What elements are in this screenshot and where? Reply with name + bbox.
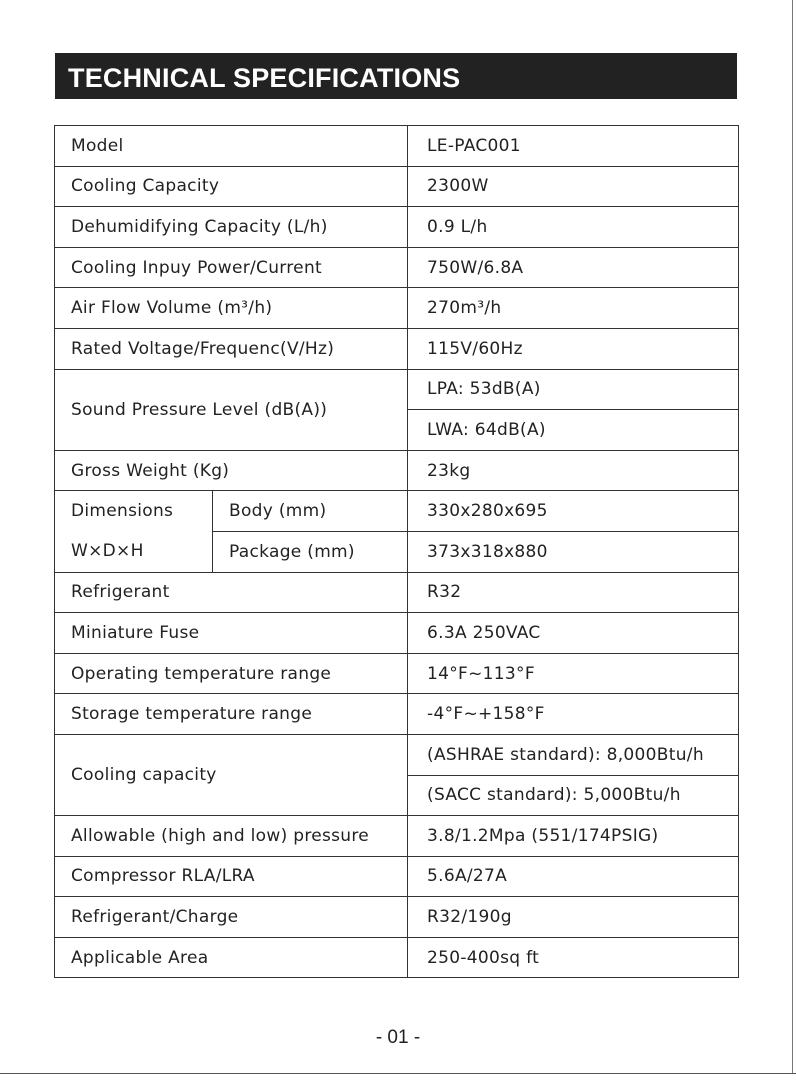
spec-value: 23kg [408, 450, 739, 491]
spec-value: LPA: 53dB(A) [408, 369, 739, 410]
table-row [55, 166, 739, 207]
table-row [55, 247, 739, 288]
spec-label: Sound Pressure Level (dB(A)) [55, 369, 408, 450]
spec-label: Storage temperature range [55, 694, 408, 735]
table-row [55, 816, 739, 857]
spec-sublabel: Package (mm) [213, 531, 408, 572]
spec-value: R32 [408, 572, 739, 613]
spec-label: Air Flow Volume (m³/h) [55, 288, 408, 329]
spec-value: 250-400sq ft [408, 937, 739, 978]
table-row [55, 613, 739, 654]
table-row [55, 288, 739, 329]
spec-value: R32/190g [408, 897, 739, 938]
table-row [55, 734, 739, 775]
spec-value: LE-PAC001 [408, 126, 739, 167]
spec-value: (ASHRAE standard): 8,000Btu/h [408, 734, 739, 775]
dimensions-sublabel: W×D×H [55, 531, 213, 572]
table-row [55, 856, 739, 897]
table-row [55, 328, 739, 369]
page-bottom-line [0, 1073, 796, 1074]
spec-value: 0.9 L/h [408, 207, 739, 248]
spec-value: 373x318x880 [408, 531, 739, 572]
spec-value: 270m³/h [408, 288, 739, 329]
spec-value: 750W/6.8A [408, 247, 739, 288]
table-row [55, 450, 739, 491]
spec-label: Gross Weight (Kg) [55, 450, 408, 491]
spec-label: Applicable Area [55, 937, 408, 978]
page-number: - 01 - [375, 1027, 421, 1048]
spec-label: Compressor RLA/LRA [55, 856, 408, 897]
spec-value: -4°F~+158°F [408, 694, 739, 735]
spec-label: Cooling Capacity [55, 166, 408, 207]
dimensions-label: Dimensions [55, 491, 213, 532]
spec-label: Allowable (high and low) pressure [55, 816, 408, 857]
spec-value: LWA: 64dB(A) [408, 410, 739, 451]
table-row [55, 572, 739, 613]
spec-value: 330x280x695 [408, 491, 739, 532]
spec-label: Cooling Inpuy Power/Current [55, 247, 408, 288]
spec-value: 115V/60Hz [408, 328, 739, 369]
spec-value: 2300W [408, 166, 739, 207]
spec-label: Rated Voltage/Frequenc(V/Hz) [55, 328, 408, 369]
spec-label: Refrigerant/Charge [55, 897, 408, 938]
spec-value: 6.3A 250VAC [408, 613, 739, 654]
section-title: TECHNICAL SPECIFICATIONS [68, 63, 461, 93]
spec-label: Refrigerant [55, 572, 408, 613]
spec-label: Model [55, 126, 408, 167]
table-row [55, 491, 739, 532]
spec-label: Cooling capacity [55, 734, 408, 815]
spec-label: Dehumidifying Capacity (L/h) [55, 207, 408, 248]
spec-value: (SACC standard): 5,000Btu/h [408, 775, 739, 816]
table-row [55, 653, 739, 694]
spec-sublabel: Body (mm) [213, 491, 408, 532]
table-row [55, 694, 739, 735]
spec-label: Miniature Fuse [55, 613, 408, 654]
section-header [55, 53, 737, 99]
spec-value: 3.8/1.2Mpa (551/174PSIG) [408, 816, 739, 857]
page-edge-line [792, 0, 793, 1074]
table-row [55, 897, 739, 938]
table-row [55, 531, 739, 572]
spec-value: 5.6A/27A [408, 856, 739, 897]
table-row [55, 369, 739, 410]
spec-value: 14°F~113°F [408, 653, 739, 694]
table-row [55, 207, 739, 248]
spec-label: Operating temperature range [55, 653, 408, 694]
spec-table [54, 125, 739, 978]
table-row [55, 937, 739, 978]
table-row [55, 126, 739, 167]
